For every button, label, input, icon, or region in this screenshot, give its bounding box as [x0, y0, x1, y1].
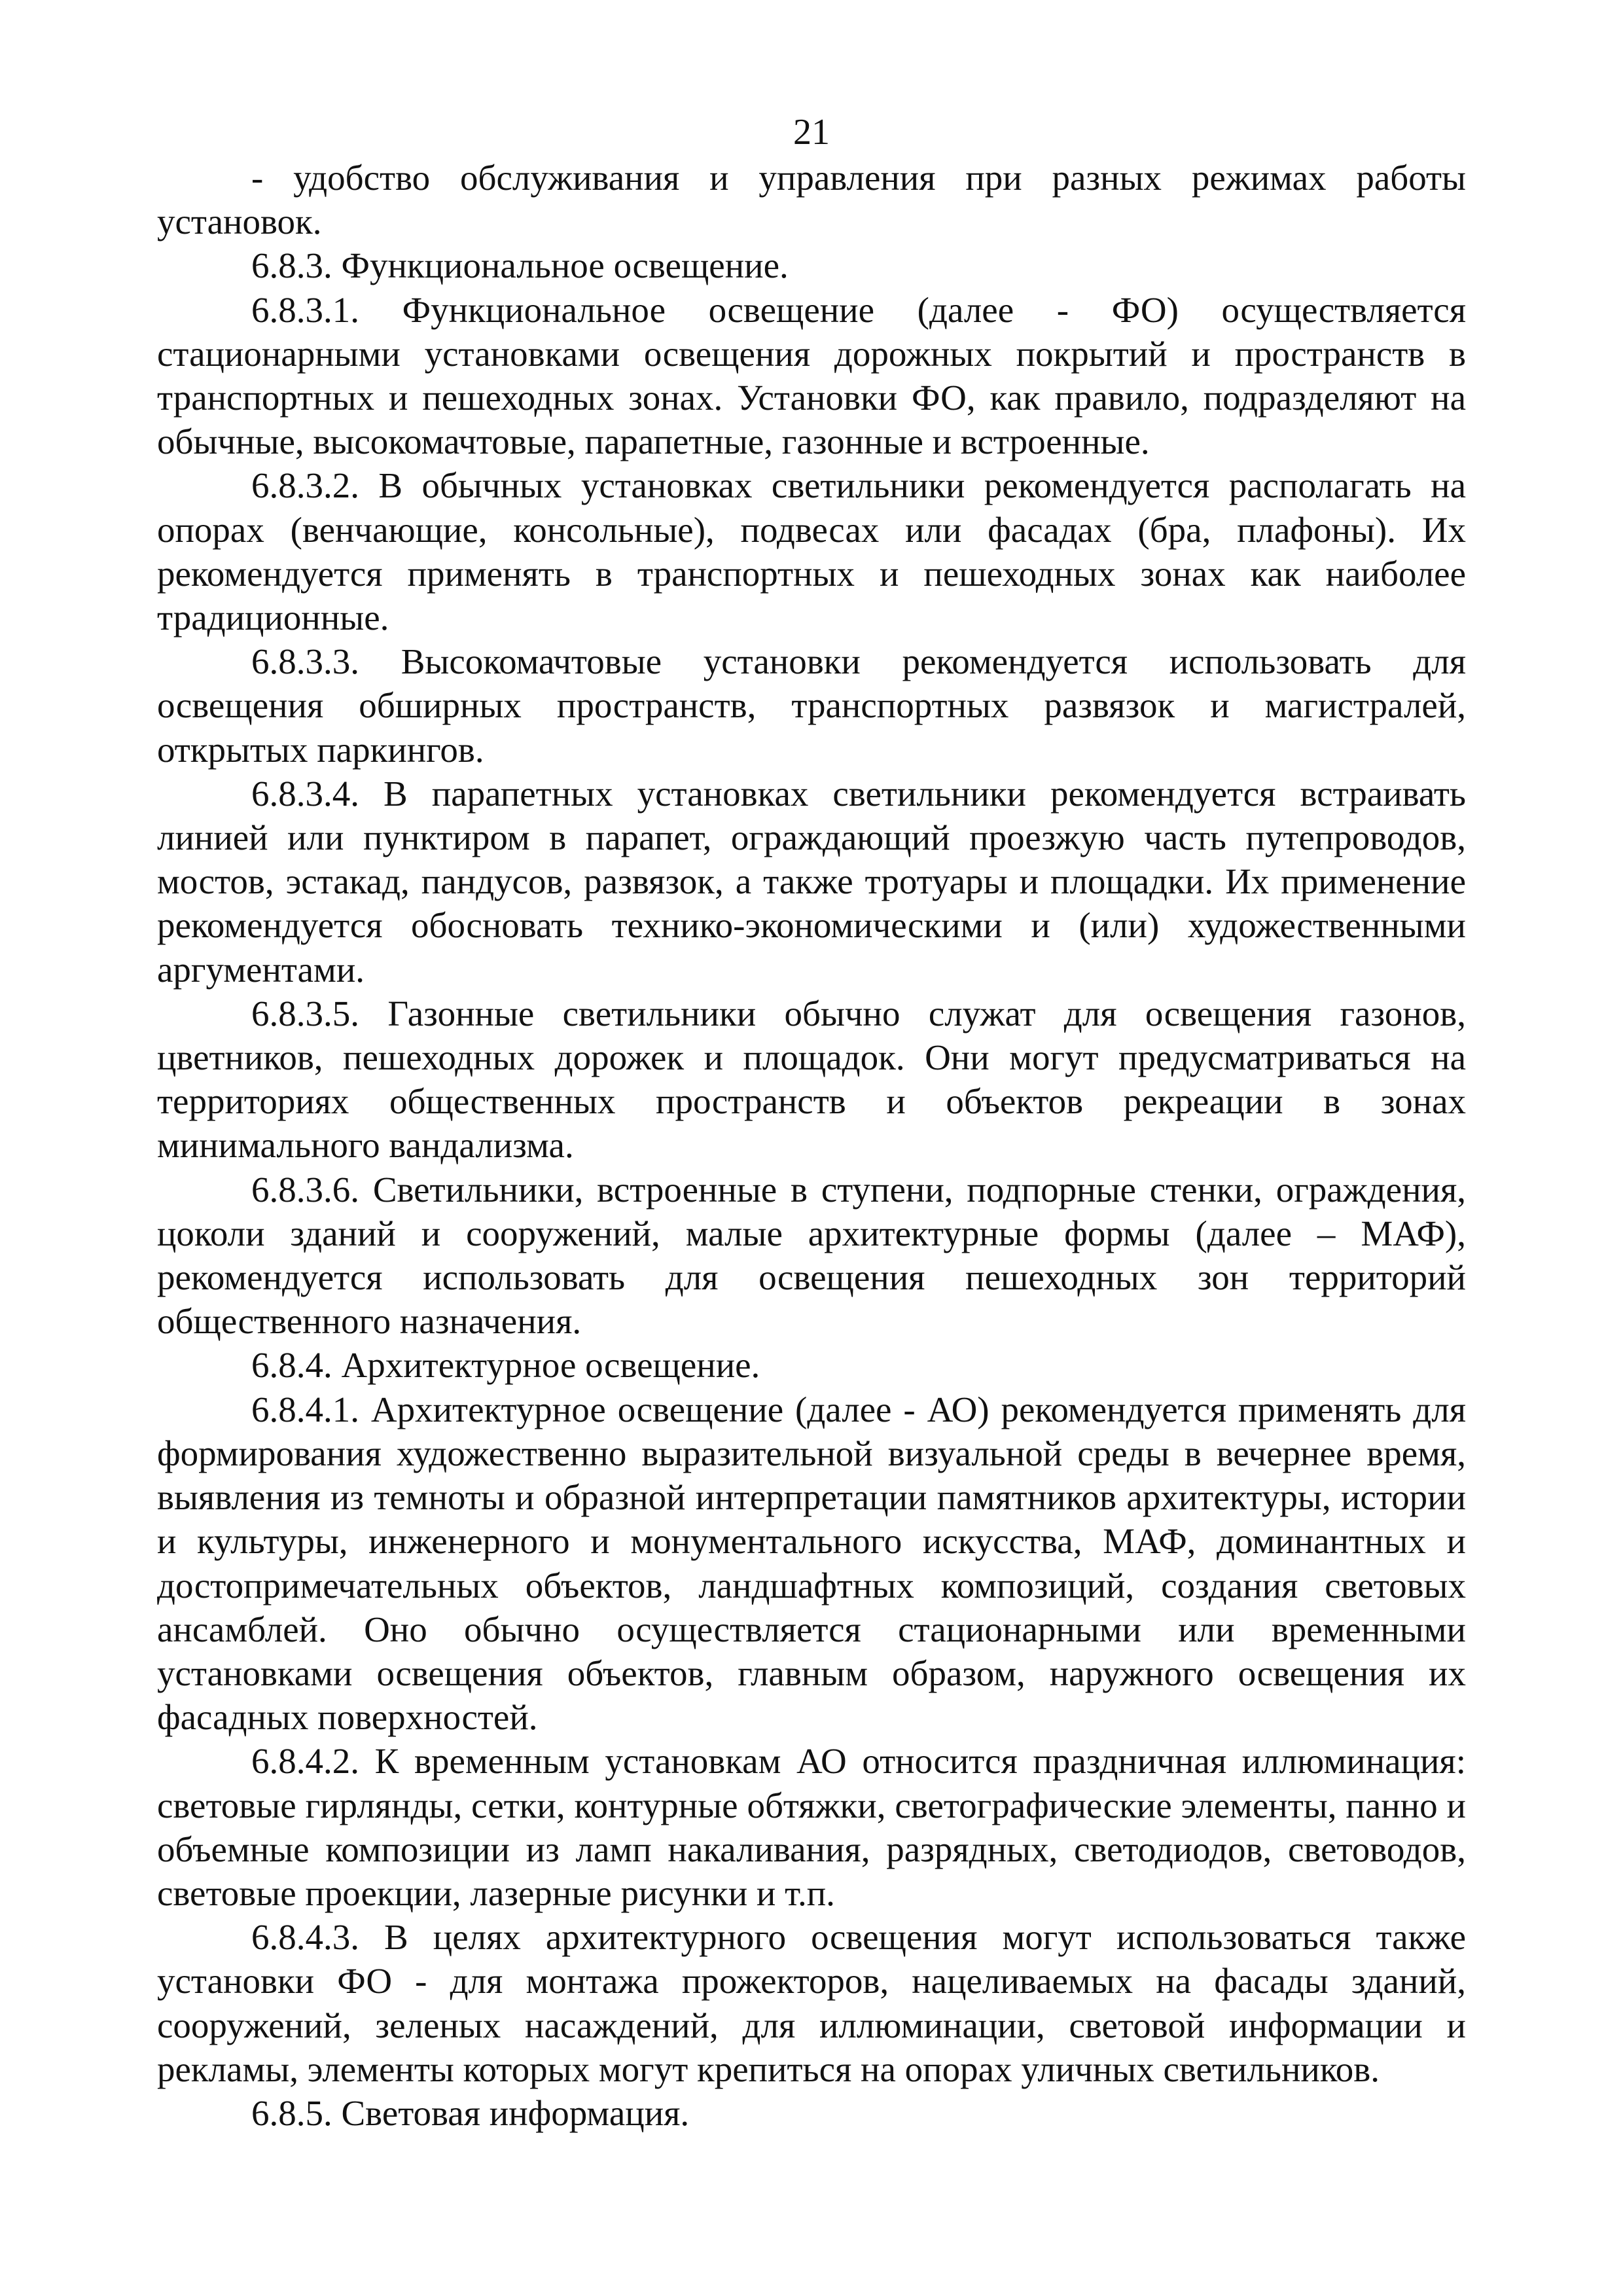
document-page [157, 111, 1466, 2135]
heading-6-8-4: 6.8.4. Архитектурное освещение. [251, 1345, 760, 1386]
paragraph-6-8-3-5: 6.8.3.5. Газонные светильники обычно служат для освещения газонов, цветников, пешеходных дорожек и площадок. Они могут предусматриваться на территориях общественных пространств и объектов рекреации в зонах минимального вандализма. [157, 993, 1466, 1166]
paragraph-convenience: - удобство обслуживания и управления при разных режимах работы установок. [157, 158, 1466, 242]
heading-6-8-3: 6.8.3. Функциональное освещение. [251, 245, 789, 286]
heading-6-8-5: 6.8.5. Световая информация. [251, 2092, 690, 2133]
paragraph-6-8-3-1: 6.8.3.1. Функциональное освещение (далее - ФО) осуществляется стационарными установками освещения дорожных покрытий и пространств в транспортных и пешеходных зонах. Установки ФО, как правило, подразделяют на обычные, высокомачтовые, парапетные, газонные и встроенные. [157, 289, 1466, 462]
paragraph-6-8-4-2: 6.8.4.2. К временным установкам АО относится праздничная иллюминация: световые гирлянды, сетки, контурные обтяжки, светографические элементы, панно и объемные композиции из ламп накаливания, разрядных, светодиодов, световодов, световые проекции, лазерные рисунки и т.п. [157, 1741, 1466, 1913]
page-number: 21 [793, 112, 830, 152]
paragraph-6-8-3-6: 6.8.3.6. Светильники, встроенные в ступени, подпорные стенки, ограждения, цоколи зданий и сооружений, малые архитектурные формы (далее – МАФ), рекомендуется использовать для освещения пешеходных зон территорий общественного назначения. [157, 1169, 1466, 1342]
paragraph-6-8-3-2: 6.8.3.2. В обычных установках светильники рекомендуется располагать на опорах (венчающие, консольные), подвесах или фасадах (бра, плафоны). Их рекомендуется применять в транспортных и пешеходных зонах как наиболее традиционные. [157, 465, 1466, 638]
paragraph-6-8-4-3: 6.8.4.3. В целях архитектурного освещения могут использоваться также установки ФО - для монтажа прожекторов, нацеливаемых на фасады зданий, сооружений, зеленых насаждений, для иллюминации, световой информации и рекламы, элементы которых могут крепиться на опорах уличных светильников. [157, 1917, 1466, 2089]
paragraph-6-8-3-4: 6.8.3.4. В парапетных установках светильники рекомендуется встраивать линией или пунктиром в парапет, ограждающий проезжую часть путепроводов, мостов, эстакад, пандусов, развязок, а также тротуары и площадки. Их применение рекомендуется обосновать технико-экономическими и (или) художественными аргументами. [157, 773, 1466, 990]
paragraph-6-8-3-3: 6.8.3.3. Высокомачтовые установки рекомендуется использовать для освещения обширных пространств, транспортных развязок и магистралей, открытых паркингов. [157, 641, 1466, 770]
paragraph-6-8-4-1: 6.8.4.1. Архитектурное освещение (далее - АО) рекомендуется применять для формирования художественно выразительной визуальной среды в вечернее время, выявления из темноты и образной интерпретации памятников архитектуры, истории и культуры, инженерного и монументального искусства, МАФ, доминантных и достопримечательных объектов, ландшафтных композиций, создания световых ансамблей. Оно обычно осуществляется стационарными или временными установками освещения объектов, главным образом, наружного освещения их фасадных поверхностей. [157, 1389, 1466, 1738]
